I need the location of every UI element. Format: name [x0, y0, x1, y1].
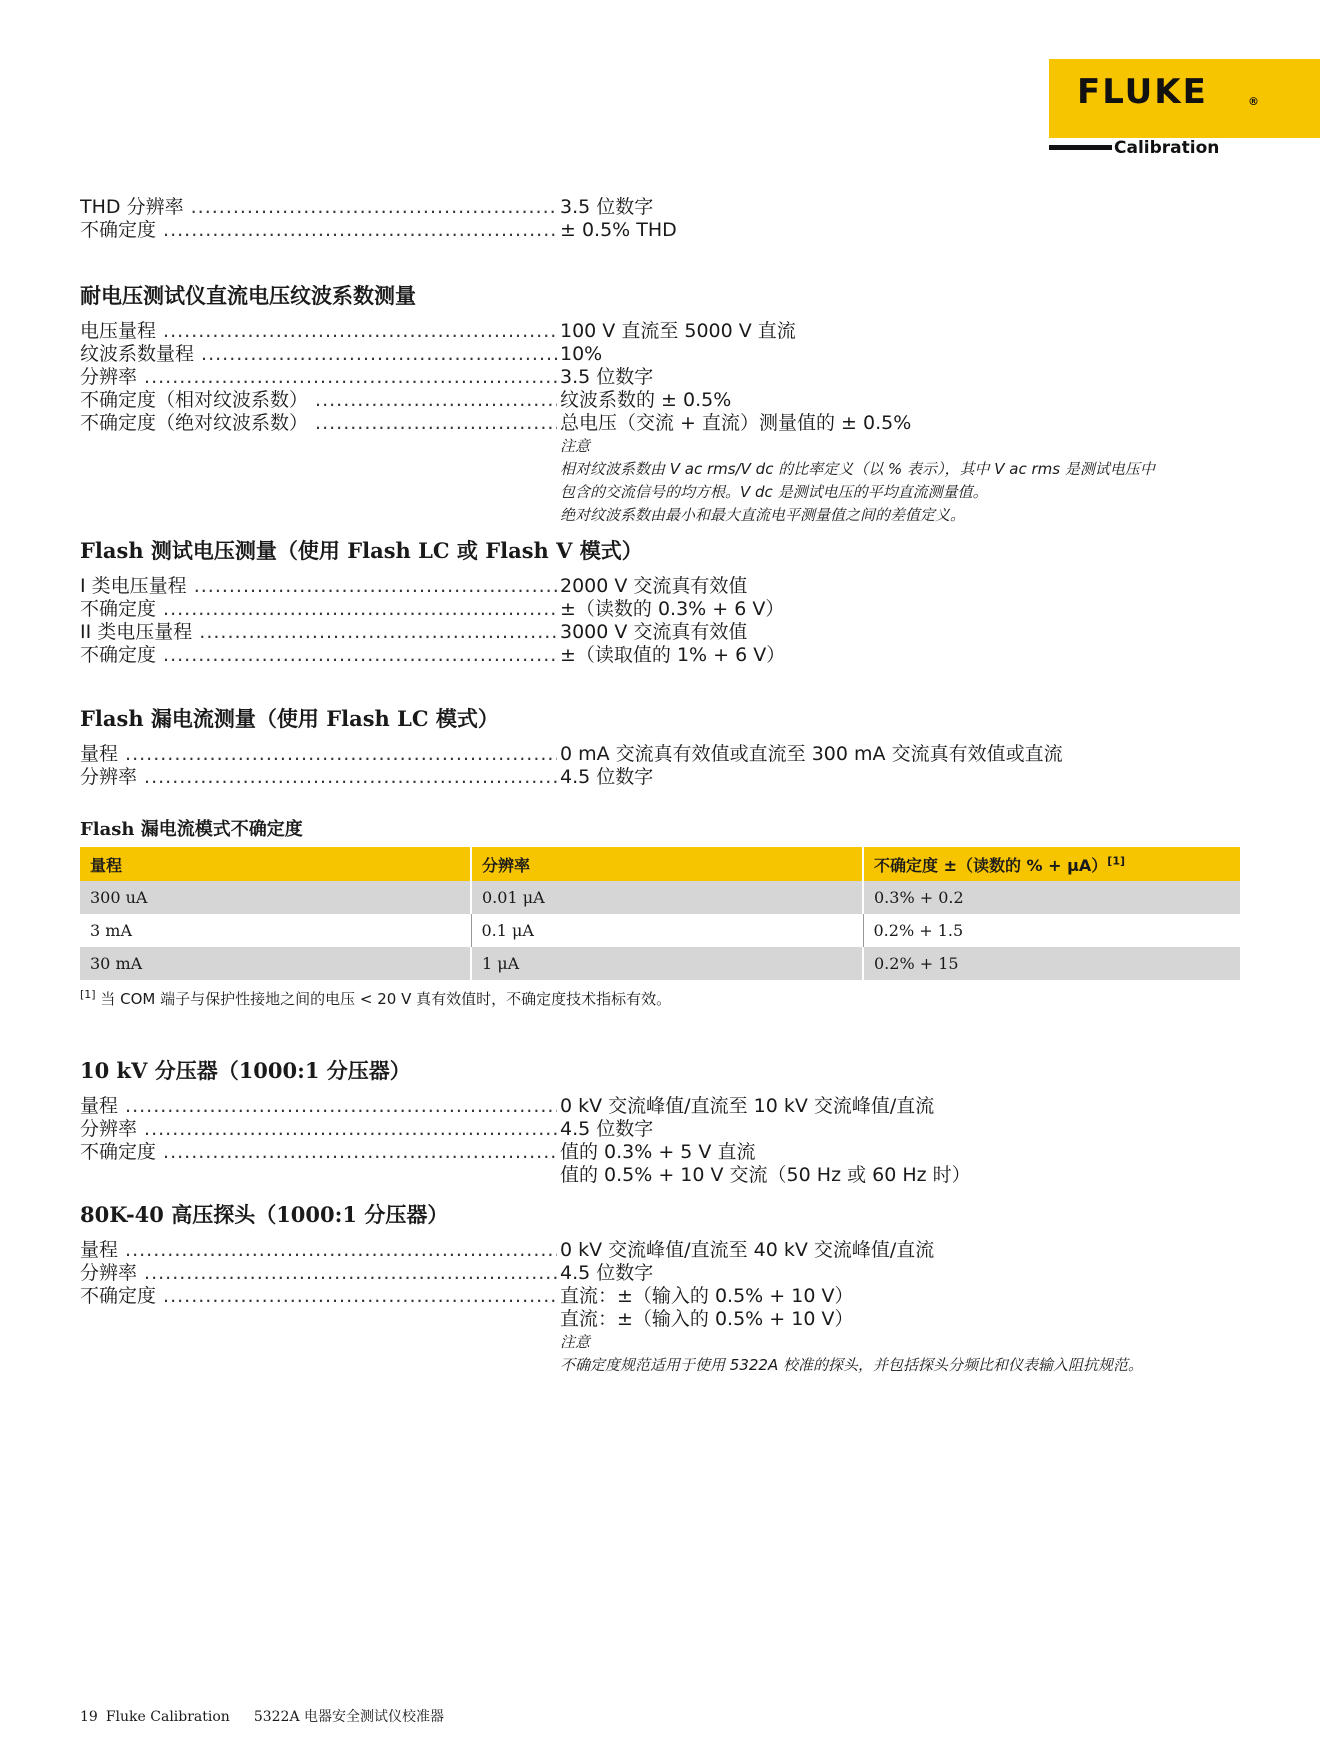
spec-row: [80, 1095, 1240, 1118]
spec-value: 直流：±（输入的 0.5% + 10 V）: [558, 1285, 1240, 1308]
footnote-text: 当 COM 端子与保护性接地之间的电压 < 20 V 真有效值时，不确定度技术指标有效。: [95, 990, 672, 1008]
table-cell: 0.01 μA: [471, 881, 863, 914]
spec-content: [80, 196, 1240, 1377]
spec-value: ± 0.5% THD: [558, 219, 1240, 242]
spec-value: 3000 V 交流真有效值: [558, 621, 1240, 644]
ripple-note: [560, 435, 1240, 527]
logo-subtitle: Calibration: [1114, 138, 1220, 158]
spec-row: [80, 1118, 1240, 1141]
spec-label: 电压量程 .....: [80, 320, 557, 343]
spec-value: 2000 V 交流真有效值: [558, 575, 1240, 598]
flash-leakage-specs: [80, 743, 1240, 789]
spec-value: 4.5 位数字: [558, 766, 1240, 789]
note-line: 绝对纹波系数由最小和最大直流电平测量值之间的差值定义。: [560, 506, 966, 524]
spec-value: 4.5 位数字: [558, 1118, 1240, 1141]
spec-row: [80, 219, 1240, 242]
page-number: 19: [80, 1709, 98, 1725]
table-header-row: [80, 847, 1240, 881]
spec-label: 纹波系数量程 .....: [80, 343, 557, 366]
spec-label: 量程 .....: [80, 743, 557, 766]
note-title: 注意: [560, 1333, 591, 1351]
spec-value: 0 kV 交流峰值/直流至 40 kV 交流峰值/直流: [558, 1239, 1240, 1262]
spec-label: 不确定度 .....: [80, 1141, 557, 1164]
spec-label: 不确定度 .....: [80, 598, 557, 621]
footnote-mark: [1]: [80, 988, 96, 1001]
fluke-logo: [1049, 59, 1320, 138]
section-title-probe: 80K-40 高压探头（1000:1 分压器）: [80, 1202, 449, 1227]
spec-label: 分辨率 .....: [80, 366, 557, 389]
spec-row: [80, 1141, 1240, 1164]
flash-voltage-specs: [80, 575, 1240, 667]
ripple-specs: [80, 320, 1240, 435]
spec-label: 不确定度 .....: [80, 644, 557, 667]
table-cell: 0.2% + 1.5: [863, 914, 1240, 947]
spec-value: 0 kV 交流峰值/直流至 10 kV 交流峰值/直流: [558, 1095, 1240, 1118]
spec-row: [80, 644, 1240, 667]
probe-note: [560, 1331, 1240, 1377]
spec-value: 直流：±（输入的 0.5% + 10 V）: [558, 1308, 1240, 1331]
spec-row: [80, 1239, 1240, 1262]
table-cell: 1 μA: [471, 947, 863, 980]
spec-value: 4.5 位数字: [558, 1262, 1240, 1285]
spec-value: 0 mA 交流真有效值或直流至 300 mA 交流真有效值或直流: [558, 743, 1240, 766]
spec-label: 不确定度 .....: [80, 1285, 557, 1308]
section-title-ripple: 耐电压测试仪直流电压纹波系数测量: [80, 283, 416, 308]
page-footer: [80, 1706, 468, 1726]
note-line: 相对纹波系数由 V ac rms/V dc 的比率定义（以 % 表示），其中 V ac rms 是测试电压中: [560, 460, 1155, 478]
spec-row: [80, 366, 1240, 389]
spec-label: I 类电压量程 .....: [80, 575, 557, 598]
spec-row: [80, 743, 1240, 766]
spec-row: [80, 1262, 1240, 1285]
registered-mark: ®: [1248, 95, 1259, 108]
spec-label: 分辨率 .....: [80, 1262, 557, 1285]
table-cell: 3 mA: [80, 914, 471, 947]
note-title: 注意: [560, 437, 591, 455]
spec-label: 不确定度 .....: [80, 219, 557, 242]
section-title-flash-voltage: Flash 测试电压测量（使用 Flash LC 或 Flash V 模式）: [80, 538, 643, 563]
column-header-text: 不确定度 ±（读数的 % + μA）: [874, 855, 1108, 875]
spec-value: 值的 0.3% + 5 V 直流: [558, 1141, 1240, 1164]
spec-row: [80, 412, 1240, 435]
table-row: [80, 881, 1240, 914]
table-row: [80, 914, 1240, 947]
divider-specs: [80, 1095, 1240, 1187]
footer-product: 5322A 电器安全测试仪校准器: [253, 1709, 445, 1725]
spec-value: 值的 0.5% + 10 V 交流（50 Hz 或 60 Hz 时）: [558, 1164, 1240, 1187]
logo-wordmark: FLUKE: [1077, 72, 1208, 112]
footer-company: Fluke Calibration: [105, 1709, 230, 1725]
uncertainty-table: [80, 847, 1240, 980]
table-cell: 0.2% + 15: [863, 947, 1240, 980]
spec-label: THD 分辨率 .....: [80, 196, 557, 219]
spec-value: ±（读取值的 1% + 6 V）: [558, 644, 1240, 667]
spec-row: [80, 621, 1240, 644]
spec-label: 分辨率 .....: [80, 1118, 557, 1141]
logo-bar: [1049, 145, 1112, 150]
spec-row: [80, 343, 1240, 366]
table-cell: 0.3% + 0.2: [863, 881, 1240, 914]
table-cell: 300 uA: [80, 881, 471, 914]
spec-row: [80, 1285, 1240, 1308]
spec-value: 100 V 直流至 5000 V 直流: [558, 320, 1240, 343]
spec-row: [80, 1164, 1240, 1187]
spec-row: [80, 575, 1240, 598]
column-header: 量程: [80, 847, 471, 881]
spec-row: [80, 598, 1240, 621]
spec-label: II 类电压量程 .....: [80, 621, 557, 644]
spec-value: 3.5 位数字: [558, 196, 1240, 219]
spec-value: 总电压（交流 + 直流）测量值的 ± 0.5%: [558, 412, 1240, 435]
spec-row: [80, 766, 1240, 789]
spec-value: 纹波系数的 ± 0.5%: [558, 389, 1240, 412]
section-title-divider: 10 kV 分压器（1000:1 分压器）: [80, 1058, 411, 1083]
table-cell: 0.1 μA: [471, 914, 863, 947]
note-line: 不确定度规范适用于使用 5322A 校准的探头，并包括探头分频比和仪表输入阻抗规范。: [560, 1356, 1143, 1374]
spec-row: [80, 1308, 1240, 1331]
thd-specs: [80, 196, 1240, 242]
spec-row: [80, 196, 1240, 219]
table-cell: 30 mA: [80, 947, 471, 980]
spec-row: [80, 389, 1240, 412]
note-line: 包含的交流信号的均方根。V dc 是测试电压的平均直流测量值。: [560, 483, 988, 501]
section-title-flash-leakage: Flash 漏电流测量（使用 Flash LC 模式）: [80, 706, 499, 731]
spec-value: 10%: [558, 343, 1240, 366]
spec-label: 不确定度（绝对纹波系数） .....: [80, 412, 557, 435]
spec-row: [80, 320, 1240, 343]
spec-value: ±（读数的 0.3% + 6 V）: [558, 598, 1240, 621]
footnote-ref: [1]: [1107, 854, 1126, 868]
spec-label: 量程 .....: [80, 1095, 557, 1118]
spec-value: 3.5 位数字: [558, 366, 1240, 389]
column-header: 分辨率: [471, 847, 863, 881]
spec-label: 量程 .....: [80, 1239, 557, 1262]
table-row: [80, 947, 1240, 980]
table-footnote: [80, 988, 1240, 1009]
table-title: Flash 漏电流模式不确定度: [80, 819, 303, 840]
column-header: [863, 847, 1240, 881]
probe-specs: [80, 1239, 1240, 1331]
spec-label: 分辨率 .....: [80, 766, 557, 789]
spec-label: 不确定度（相对纹波系数） .....: [80, 389, 557, 412]
